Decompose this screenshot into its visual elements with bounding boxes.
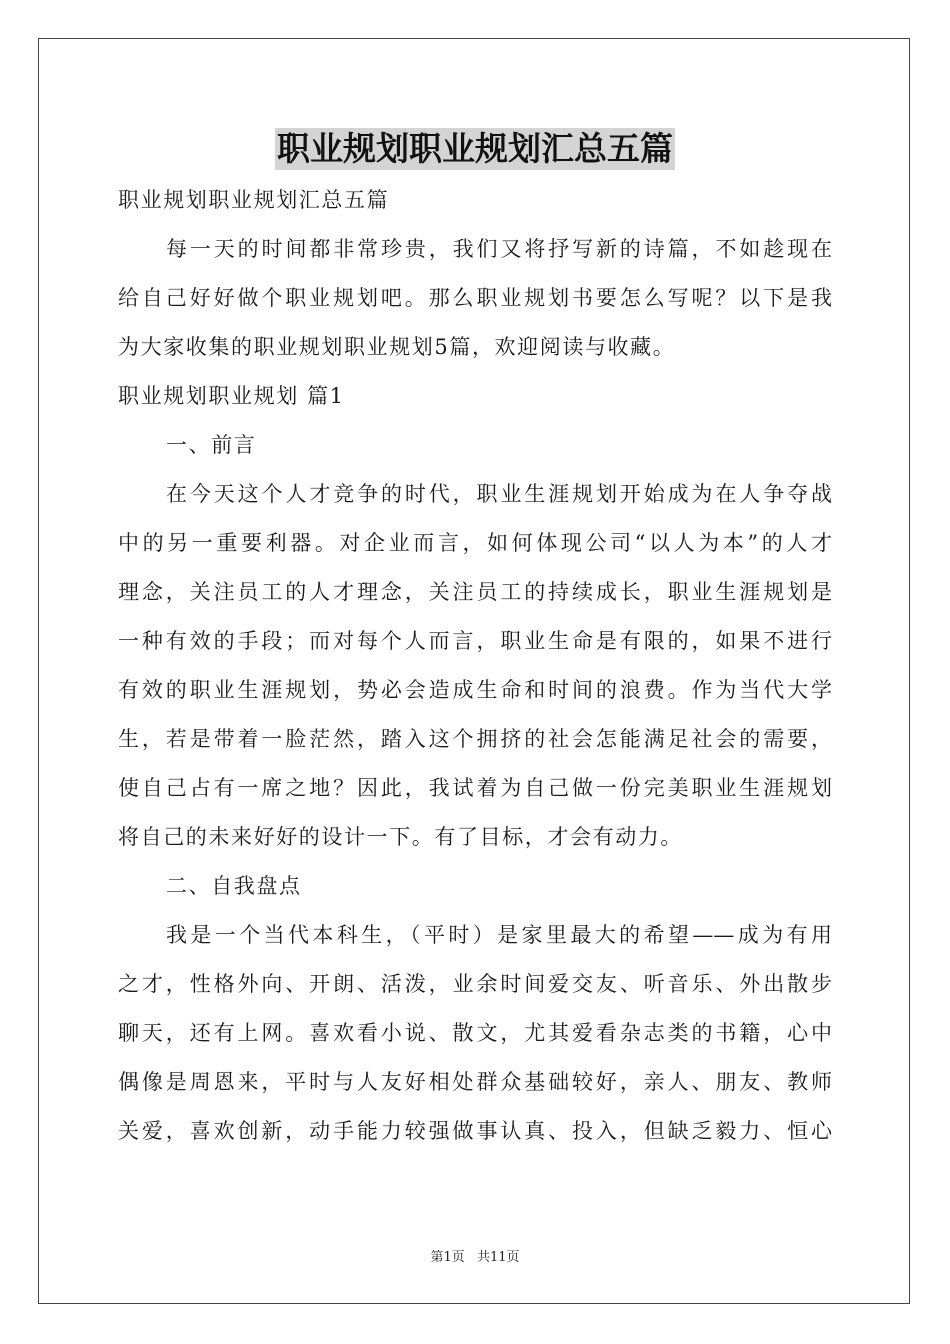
section-heading: 二、自我盘点 <box>166 874 302 898</box>
paragraph-line: 我是一个当代本科生，（平时）是家里最大的希望——成为有用 <box>166 923 832 947</box>
paragraph-line: 聊天，还有上网。喜欢看小说、散文，尤其爱看杂志类的书籍，心中 <box>118 1021 832 1045</box>
paragraph-line: 一种有效的手段；而对每个人而言，职业生命是有限的，如果不进行 <box>118 629 832 653</box>
document-body <box>118 176 832 1156</box>
paragraph-line: 使自己占有一席之地？因此，我试着为自己做一份完美职业生涯规划 <box>118 776 832 800</box>
title-container <box>0 128 950 170</box>
page-footer <box>0 1246 950 1265</box>
paragraph-line: 在今天这个人才竞争的时代，职业生涯规划开始成为在人争夺战 <box>166 482 832 506</box>
paragraph-line: 将自己的未来好好的设计一下。有了目标，才会有动力。 <box>118 825 683 849</box>
document-title: 职业规划职业规划汇总五篇 <box>277 129 673 168</box>
paragraph-line: 理念，关注员工的人才理念，关注员工的持续成长，职业生涯规划是 <box>118 580 832 604</box>
paragraph-line: 有效的职业生涯规划，势必会造成生命和时间的浪费。作为当代大学 <box>118 678 832 702</box>
section-title-line: 职业规划职业规划 篇1 <box>118 384 345 408</box>
subtitle-line: 职业规划职业规划汇总五篇 <box>118 188 390 212</box>
paragraph-line: 偶像是周恩来，平时与人友好相处群众基础较好，亲人、朋友、教师 <box>118 1070 832 1094</box>
section-heading: 一、前言 <box>166 433 257 457</box>
paragraph-line: 之才，性格外向、开朗、活泼，业余时间爱交友、听音乐、外出散步 <box>118 972 832 996</box>
paragraph-line: 每一天的时间都非常珍贵，我们又将抒写新的诗篇，不如趁现在 <box>166 237 832 261</box>
paragraph-line: 给自己好好做个职业规划吧。那么职业规划书要怎么写呢？以下是我 <box>118 286 832 310</box>
total-pages: 共11页 <box>476 1250 520 1265</box>
paragraph-line: 为大家收集的职业规划职业规划5篇，欢迎阅读与收藏。 <box>118 335 676 359</box>
paragraph-line: 生，若是带着一脸茫然，踏入这个拥挤的社会怎能满足社会的需要， <box>118 727 832 751</box>
paragraph-line: 中的另一重要利器。对企业而言，如何体现公司“以人为本”的人才 <box>118 531 832 555</box>
paragraph-line: 关爱，喜欢创新，动手能力较强做事认真、投入，但缺乏毅力、恒心 <box>118 1119 832 1143</box>
page-number: 第1页 <box>430 1250 465 1265</box>
